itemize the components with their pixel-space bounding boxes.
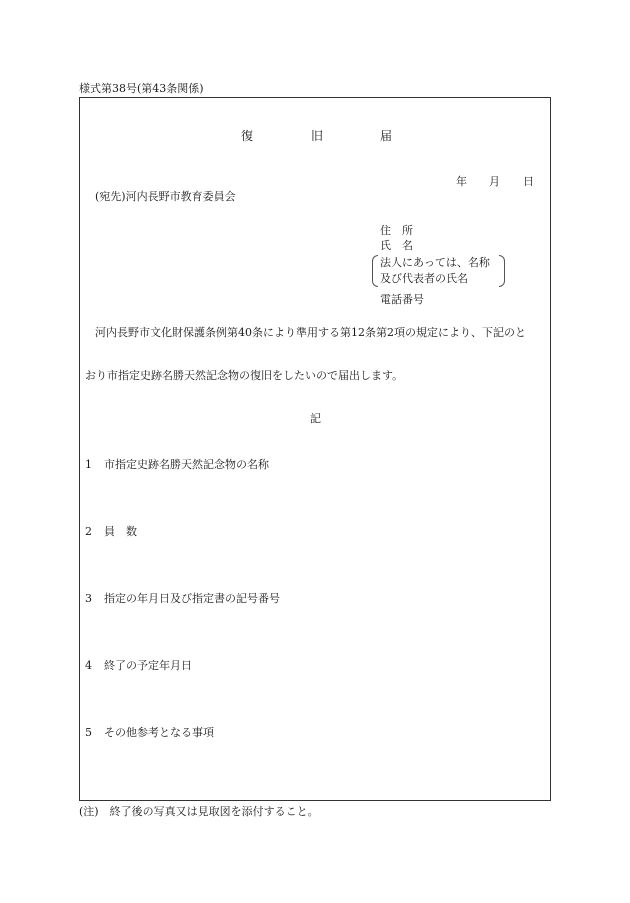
item-4-label: 終了の予定年月日 [104, 659, 192, 672]
item-2-number: 2 [85, 525, 92, 538]
corporation-note-line1: 法人にあっては、名称 [380, 256, 490, 269]
applicant-name-label: 氏 名 [380, 239, 413, 252]
title-char-1: 復 [241, 129, 254, 143]
left-bracket [372, 255, 378, 287]
date-year: 年 [456, 175, 467, 188]
corporation-note-line2: 及び代表者の氏名 [380, 272, 468, 285]
right-bracket [499, 255, 505, 287]
item-5-label: その他参考となる事項 [104, 726, 214, 739]
item-3-label: 指定の年月日及び指定書の記号番号 [104, 592, 280, 605]
applicant-address-label: 住 所 [380, 224, 413, 237]
item-1-label: 市指定史跡名勝天然記念物の名称 [104, 458, 269, 471]
item-4-number: 4 [85, 659, 92, 672]
addressee: (宛先)河内長野市教育委員会 [95, 190, 236, 203]
item-2-label: 員 数 [104, 525, 137, 538]
ki-heading: 記 [310, 412, 321, 425]
phone-label: 電話番号 [380, 293, 424, 306]
form-number: 様式第38号(第43条関係) [79, 82, 204, 95]
date-month: 月 [489, 175, 500, 188]
item-5-number: 5 [85, 726, 92, 739]
title-char-2: 旧 [311, 129, 324, 143]
body-text-line1: 河内長野市文化財保護条例第40条により準用する第12条第2項の規定により、下記のと [95, 326, 526, 339]
item-1-number: 1 [85, 458, 92, 471]
item-3-number: 3 [85, 592, 92, 605]
footnote: (注) 終了後の写真又は見取図を添付すること。 [79, 805, 319, 818]
title-char-3: 届 [380, 129, 393, 143]
body-text-line2: おり市指定史跡名勝天然記念物の復旧をしたいので届出します。 [85, 369, 404, 382]
date-day: 日 [523, 175, 534, 188]
